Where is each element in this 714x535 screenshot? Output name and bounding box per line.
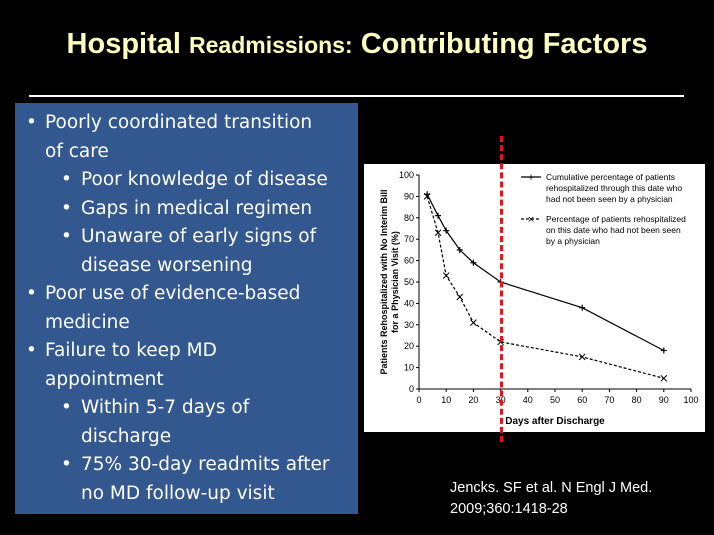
day-30-marker-line	[500, 136, 503, 442]
line-chart	[364, 164, 705, 432]
legend-label: on this date who had not been seen	[546, 225, 681, 235]
sub-bullet-item	[21, 195, 352, 224]
data-point	[470, 320, 476, 326]
x-tick-label: 70	[604, 395, 615, 405]
bullet-item	[21, 337, 352, 394]
bullet-line: • Poor use of evidence-based	[45, 283, 301, 304]
data-point	[661, 375, 667, 381]
sub-bullet-item	[21, 223, 352, 280]
bullet-line: • Failure to keep MD	[45, 340, 217, 361]
sub-bullet-item	[21, 394, 352, 451]
bullet-line: • Poor knowledge of disease	[81, 169, 328, 190]
data-point	[579, 305, 585, 311]
y-axis-title	[379, 189, 400, 374]
chart-figure	[364, 164, 705, 432]
x-tick-label: 60	[577, 395, 588, 405]
title-word-readmissions: Readmissions:	[189, 32, 353, 58]
citation-line-1: Jencks. SF et al. N Engl J Med.	[450, 480, 653, 496]
y-tick-label: 0	[408, 384, 414, 394]
title-word-hospital: Hospital	[66, 28, 181, 60]
x-tick-label: 20	[468, 395, 479, 405]
x-tick-label: 90	[658, 395, 669, 405]
x-tick-label: 10	[441, 395, 452, 405]
citation	[450, 478, 652, 520]
x-tick-label: 30	[495, 395, 506, 405]
bullet-line: • Gaps in medical regimen	[81, 197, 313, 219]
data-point	[661, 347, 667, 353]
bullet-line: medicine	[45, 311, 130, 333]
sub-bullet-item	[21, 451, 352, 508]
bullet-line: disease worsening	[81, 254, 253, 276]
y-tick-label: 90	[403, 191, 414, 202]
data-point	[435, 213, 441, 219]
citation-line-2: 2009;360:1418-28	[450, 501, 568, 517]
bullet-item	[21, 109, 352, 166]
x-axis-title: Days after Discharge	[505, 416, 605, 427]
title-underline	[29, 95, 684, 97]
x-tick-label: 0	[416, 395, 422, 405]
x-tick-label: 100	[683, 395, 699, 405]
bullet-line: • Poorly coordinated transition	[45, 112, 313, 133]
bullet-line: discharge	[81, 425, 172, 447]
bullet-line: • Within 5-7 days of	[81, 397, 250, 418]
bullet-line: appointment	[45, 368, 164, 390]
legend-label: Cumulative percentage of patients	[546, 172, 675, 182]
title-word-factors: Contributing Factors	[360, 28, 648, 60]
bullet-panel	[15, 103, 358, 514]
y-axis-title-line: Patients Rehospitalized with No Interim Bill	[379, 189, 389, 375]
legend-marker: ×	[527, 215, 535, 225]
slide-title	[0, 28, 714, 61]
legend-label: Percentage of patients rehospitalized	[546, 214, 686, 224]
y-axis-title-line: for a Physician Visit (%)	[390, 231, 400, 333]
y-tick-label: 20	[403, 341, 414, 352]
sub-bullet-item	[21, 166, 352, 195]
y-tick-label: 50	[403, 277, 414, 287]
bullet-item	[21, 280, 352, 337]
x-tick-label: 80	[631, 395, 642, 405]
legend-label: rehospitalized through this date who	[546, 183, 683, 193]
x-tick-label: 50	[549, 395, 561, 405]
bullet-list	[21, 109, 352, 508]
y-tick-label: 40	[403, 298, 414, 309]
y-tick-label: 80	[403, 212, 414, 223]
data-point	[443, 273, 449, 279]
data-point	[457, 294, 463, 300]
legend-label: by a physician	[546, 236, 600, 246]
y-tick-label: 10	[403, 362, 414, 373]
x-tick-label: 40	[522, 395, 533, 405]
bullet-line: • Unaware of early signs of	[81, 226, 317, 247]
y-tick-label: 70	[403, 234, 414, 245]
bullet-line: • 75% 30-day readmits after	[81, 454, 330, 475]
legend-label: had not been seen by a physician	[546, 194, 673, 204]
legend-marker: +	[527, 173, 535, 183]
y-tick-label: 100	[398, 170, 414, 180]
bullet-line: no MD follow-up visit	[81, 482, 275, 504]
y-tick-label: 60	[403, 255, 414, 266]
y-tick-label: 30	[403, 319, 414, 330]
bullet-line: of care	[45, 140, 109, 162]
